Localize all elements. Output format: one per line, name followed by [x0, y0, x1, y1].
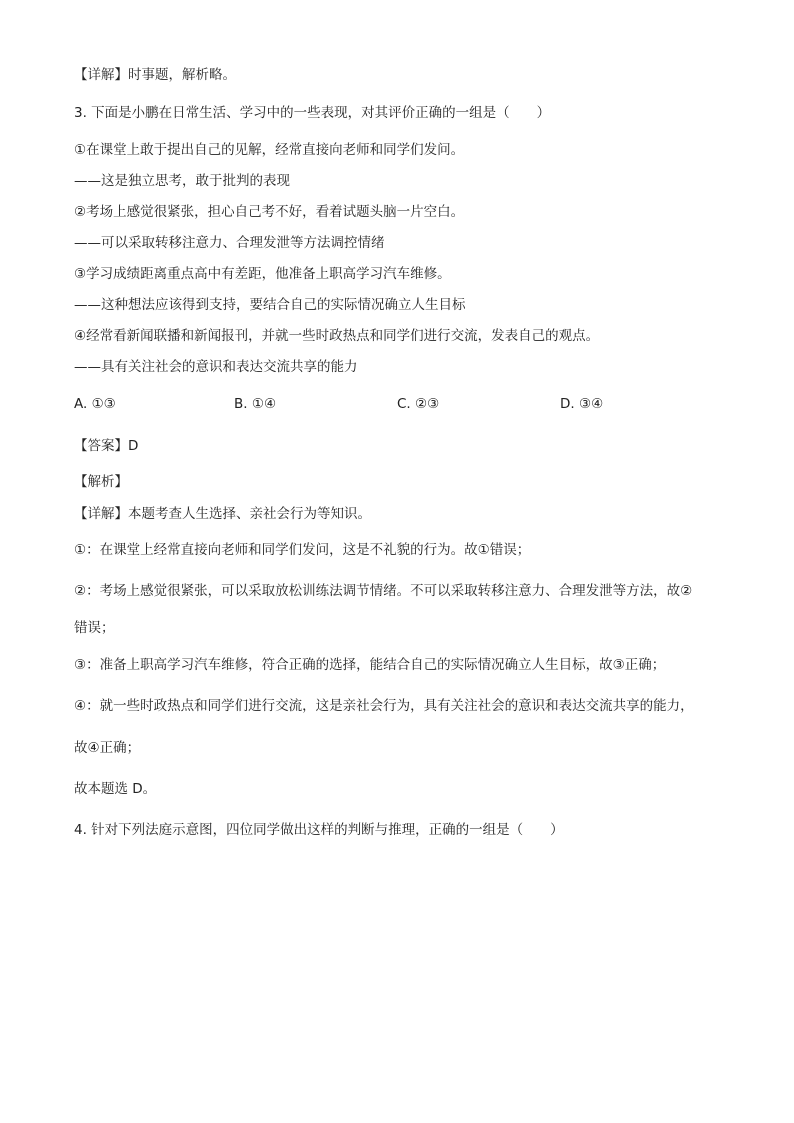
- option-d: D. ③④: [560, 396, 604, 412]
- q3-item-2: ②考场上感觉很紧张，担心自己考不好，看着试题头脑一片空白。: [74, 204, 465, 220]
- q3-item-1: ①在课堂上敢于提出自己的见解，经常直接向老师和同学们发问。: [74, 142, 465, 158]
- q3-item-3: ③学习成绩距离重点高中有差距，他准备上职高学习汽车维修。: [74, 266, 451, 282]
- answer: 【答案】D: [74, 438, 139, 454]
- option-a: A. ①③: [74, 396, 116, 412]
- q3-stem: 3. 下面是小鹏在日常生活、学习中的一些表现，对其评价正确的一组是（ ）: [74, 105, 551, 121]
- detail: 【详解】本题考查人生选择、亲社会行为等知识。: [74, 506, 371, 522]
- q3-comment-1: ——这是独立思考，敢于批判的表现: [74, 173, 290, 189]
- q3-comment-3: ——这种想法应该得到支持，要结合自己的实际情况确立人生目标: [74, 297, 466, 313]
- q3-item-4: ④经常看新闻联播和新闻报刊，并就一些时政热点和同学们进行交流，发表自己的观点。: [74, 328, 600, 344]
- explain-4: ④：就一些时政热点和同学们进行交流，这是亲社会行为，具有关注社会的意识和表达交流共享的能力，: [74, 698, 694, 714]
- explain-4-cont: 故④正确；: [74, 740, 141, 756]
- analysis-title: 【解析】: [74, 474, 128, 490]
- prev-detail: 【详解】时事题，解析略。: [74, 67, 236, 83]
- q4-stem: 4. 针对下列法庭示意图，四位同学做出这样的判断与推理，正确的一组是（ ）: [74, 822, 564, 838]
- conclusion: 故本题选 D。: [74, 781, 157, 797]
- explain-1: ①：在课堂上经常直接向老师和同学们发问，这是不礼貌的行为。故①错误；: [74, 542, 531, 558]
- option-b: B. ①④: [234, 396, 277, 412]
- q3-comment-2: ——可以采取转移注意力、合理发泄等方法调控情绪: [74, 235, 385, 251]
- q3-comment-4: ——具有关注社会的意识和表达交流共享的能力: [74, 359, 358, 375]
- explain-3: ③：准备上职高学习汽车维修，符合正确的选择，能结合自己的实际情况确立人生目标，故③正确；: [74, 657, 666, 673]
- explain-2-cont: 错误；: [74, 620, 115, 636]
- explain-2: ②：考场上感觉很紧张，可以采取放松训练法调节情绪。不可以采取转移注意力、合理发泄等方法，故②: [74, 583, 693, 599]
- option-c: C. ②③: [397, 396, 440, 412]
